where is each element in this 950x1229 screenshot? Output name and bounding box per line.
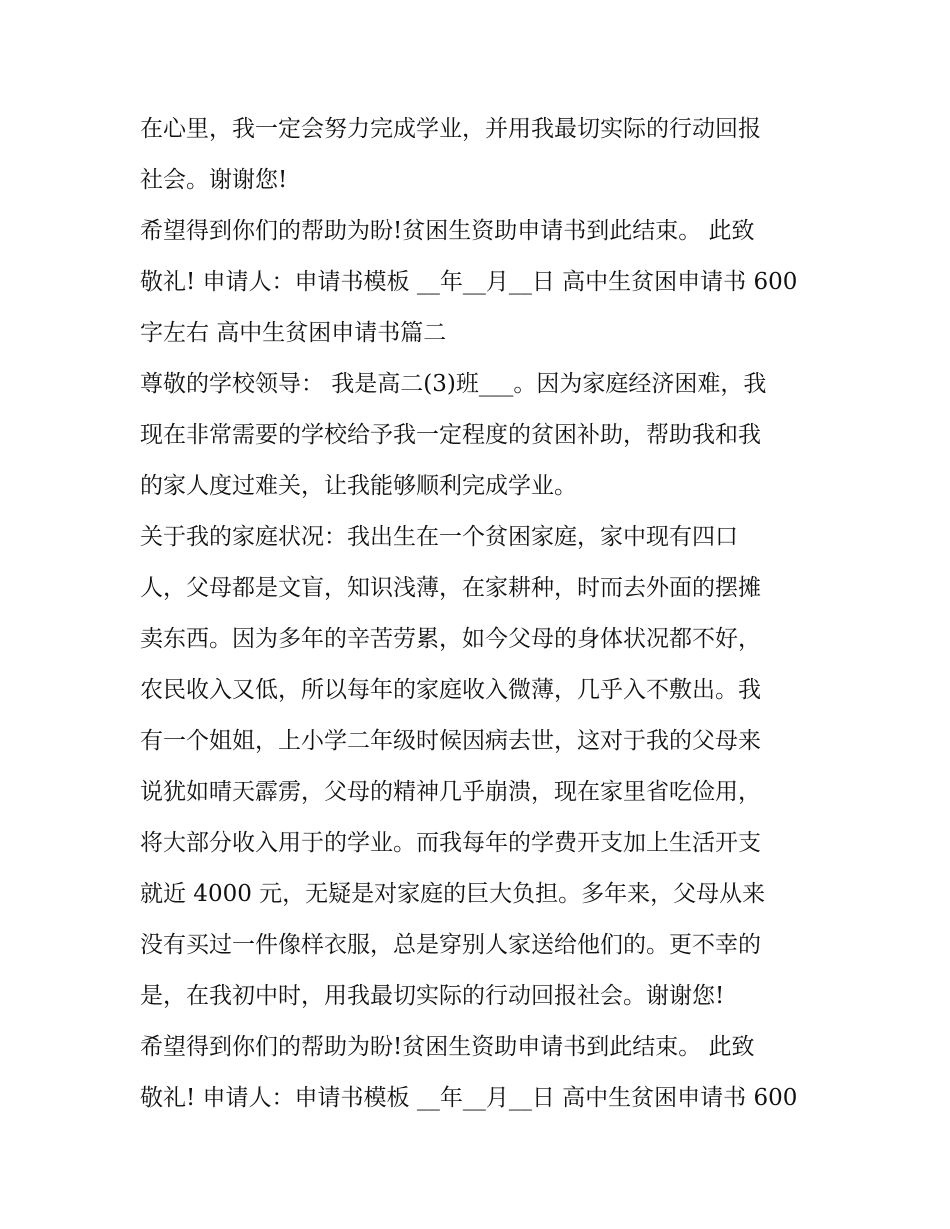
text-line: 尊敬的学校领导： 我是高二(3)班___。因为家庭经济困难，我 [140, 371, 767, 397]
text-line: 人，父母都是文盲，知识浅薄，在家耕种，时而去外面的摆摊 [140, 575, 761, 601]
text-line: 现在非常需要的学校给予我一定程度的贫困补助，帮助我和我 [140, 422, 761, 448]
text-line: 有一个姐姐，上小学二年级时候因病去世，这对于我的父母来 [140, 728, 761, 754]
text-line: 卖东西。因为多年的辛苦劳累，如今父母的身体状况都不好， [140, 626, 761, 652]
text-line: 没有买过一件像样衣服，总是穿别人家送给他们的。更不幸的 [140, 932, 761, 958]
text-line: 敬礼! 申请人：申请书模板 __年__月__日 高中生贫困申请书 600 [140, 1085, 798, 1111]
text-line: 是，在我初中时，用我最切实际的行动回报社会。谢谢您! [140, 983, 725, 1009]
text-line: 在心里，我一定会努力完成学业，并用我最切实际的行动回报 [140, 116, 761, 142]
document-body [140, 104, 820, 1124]
text-line: 希望得到你们的帮助为盼!贫困生资助申请书到此结束。 此致 [140, 218, 755, 244]
text-line: 社会。谢谢您! [140, 167, 288, 193]
text-line: 农民收入又低，所以每年的家庭收入微薄，几乎入不敷出。我 [140, 677, 761, 703]
text-line: 就近 4000 元，无疑是对家庭的巨大负担。多年来，父母从来 [140, 881, 766, 907]
text-line: 关于我的家庭状况：我出生在一个贫困家庭，家中现有四口 [140, 524, 738, 550]
text-line: 的家人度过难关，让我能够顺利完成学业。 [140, 473, 577, 499]
text-line: 敬礼! 申请人：申请书模板 __年__月__日 高中生贫困申请书 600 [140, 269, 798, 295]
text-line: 字左右 高中生贫困申请书篇二 [140, 320, 447, 346]
text-line: 将大部分收入用于的学业。而我每年的学费开支加上生活开支 [140, 830, 761, 856]
text-line: 希望得到你们的帮助为盼!贫困生资助申请书到此结束。 此致 [140, 1034, 755, 1060]
text-line: 说犹如晴天霹雳，父母的精神几乎崩溃，现在家里省吃俭用， [140, 779, 761, 805]
